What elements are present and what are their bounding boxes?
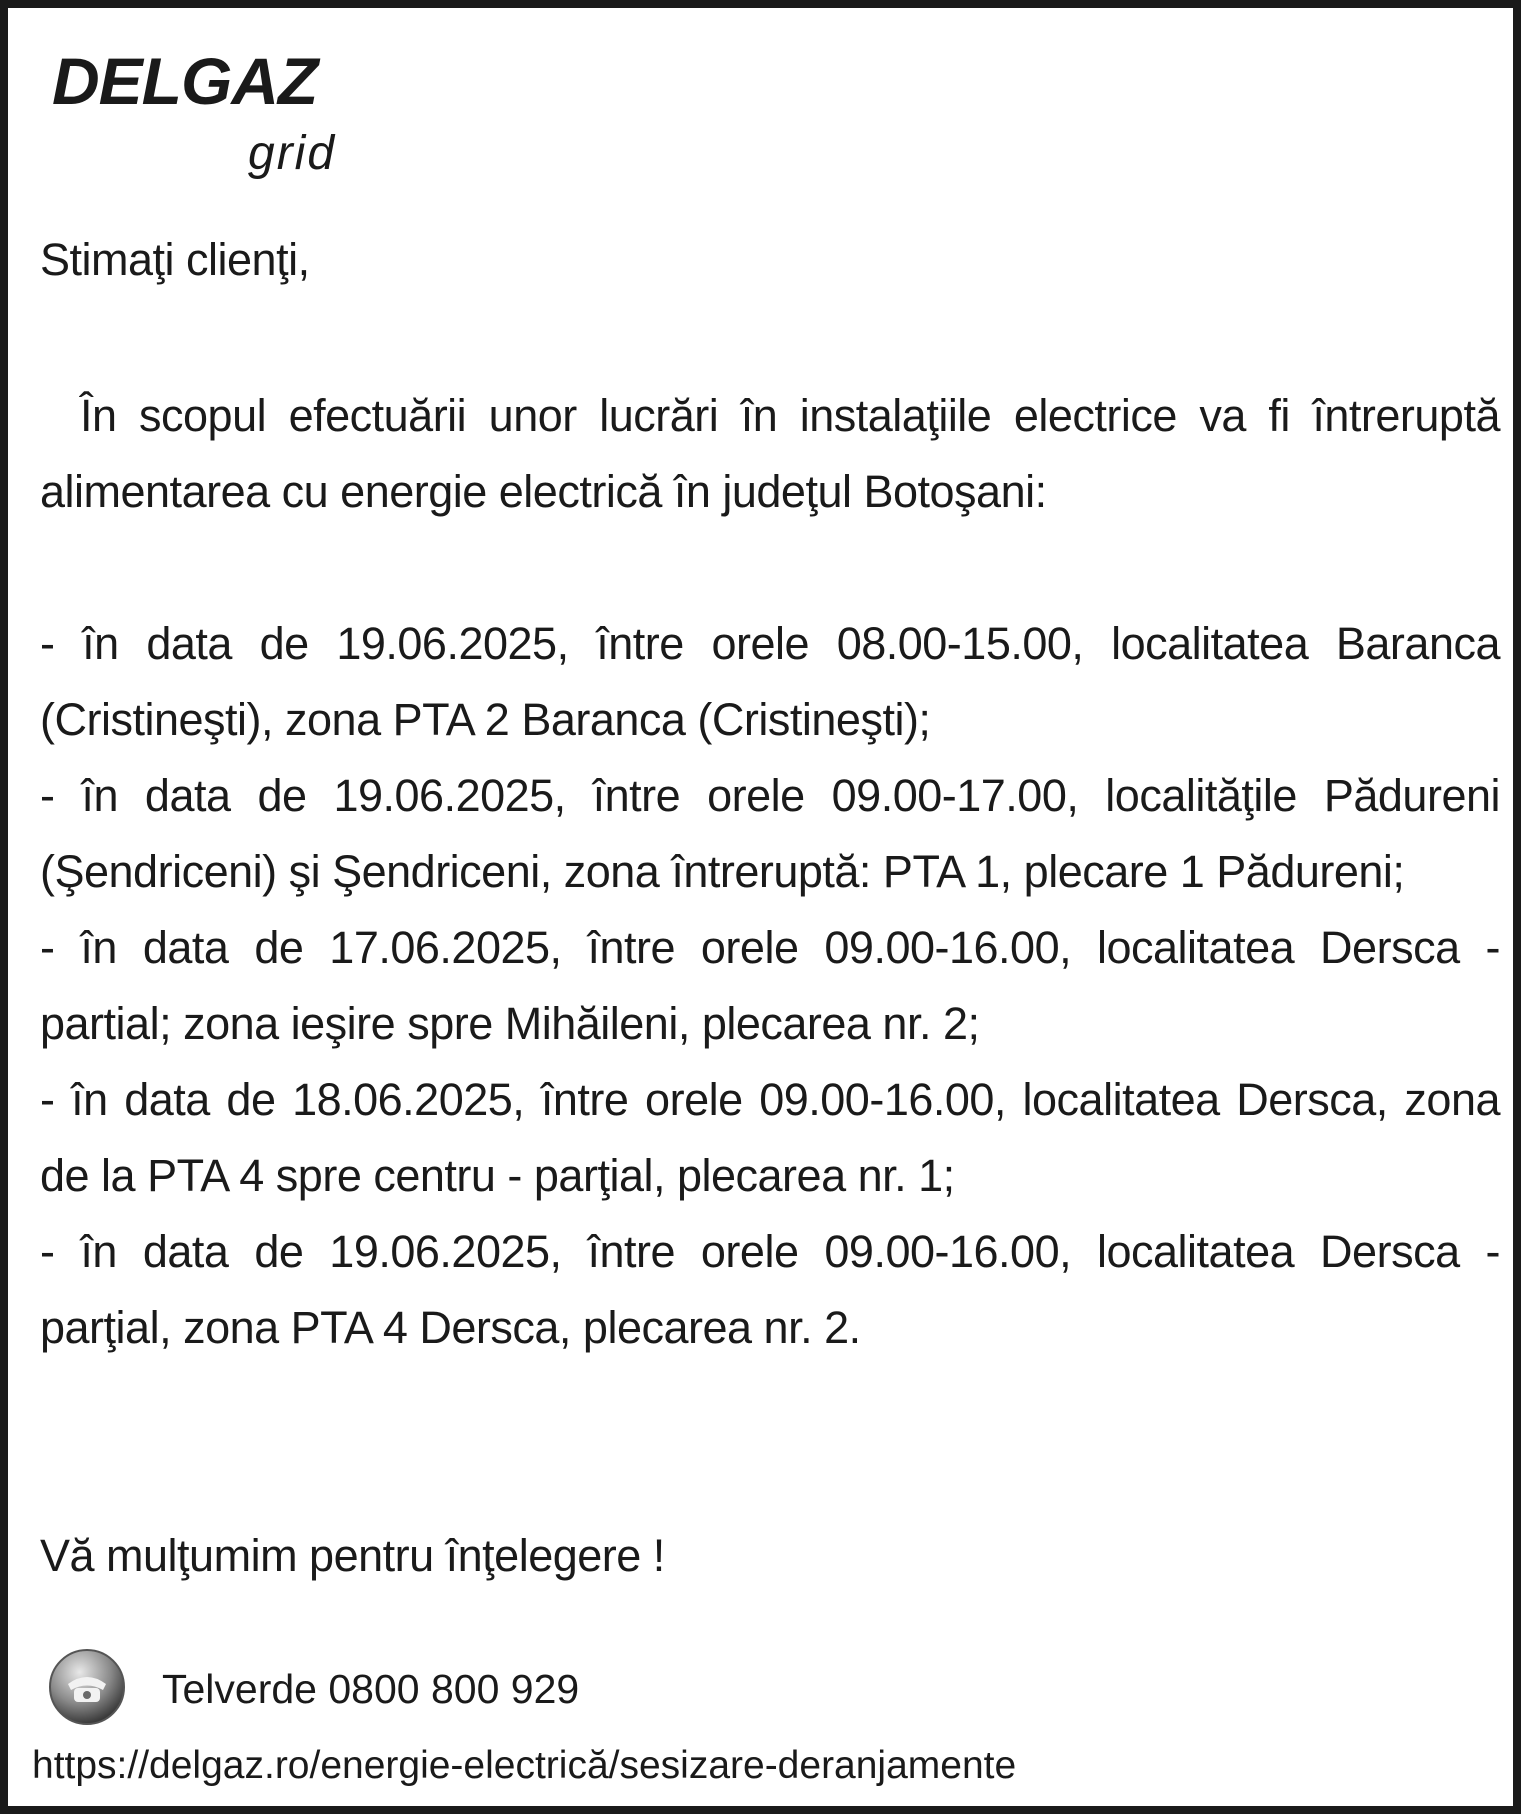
phone-number: Telverde 0800 800 929 [162,1666,580,1712]
outage-item: - în data de 19.06.2025, între orele 08.00-15.00, localitatea Baranca (Cristineşti), zona PTA 2 Baranca (Cristineşti); [40,618,1500,745]
logo-wordmark: DELGAZ [52,54,318,118]
logo-subtitle: grid [248,127,337,180]
delgaz-grid-logo [52,54,392,184]
phone-icon [48,1648,126,1726]
outage-item: - în data de 19.06.2025, între orele 09.00-16.00, localitatea Dersca - parţial, zona PTA 4 Dersca, plecarea nr. 2. [40,1226,1500,1353]
closing-message: Vă mulţumim pentru înţelegere ! [40,1530,665,1581]
outage-item: - în data de 18.06.2025, între orele 09.00-16.00, localitatea Dersca, zona de la PTA 4 spre centru - parţial, plecarea nr. 1; [40,1074,1500,1201]
intro-paragraph [40,378,1500,530]
outage-item: - în data de 17.06.2025, între orele 09.00-16.00, localitatea Dersca - partial; zona ieşire spre Mihăileni, plecarea nr. 2; [40,922,1500,1049]
phone-contact [48,1648,748,1730]
outage-list [40,606,1500,1366]
greeting: Stimaţi clienţi, [40,234,310,285]
outage-item: - în data de 19.06.2025, între orele 09.00-17.00, localităţile Pădureni (Şendriceni) şi Şendriceni, zona întreruptă: PTA 1, plecare 1 Pădureni; [40,770,1500,897]
fault-report-link[interactable]: https://delgaz.ro/energie-electrică/sesizare-deranjamente [32,1744,1017,1787]
intro-text: În scopul efectuării unor lucrări în instalaţiile electrice va fi întreruptă alimentarea cu energie electrică în judeţul Botoşani: [40,390,1500,517]
